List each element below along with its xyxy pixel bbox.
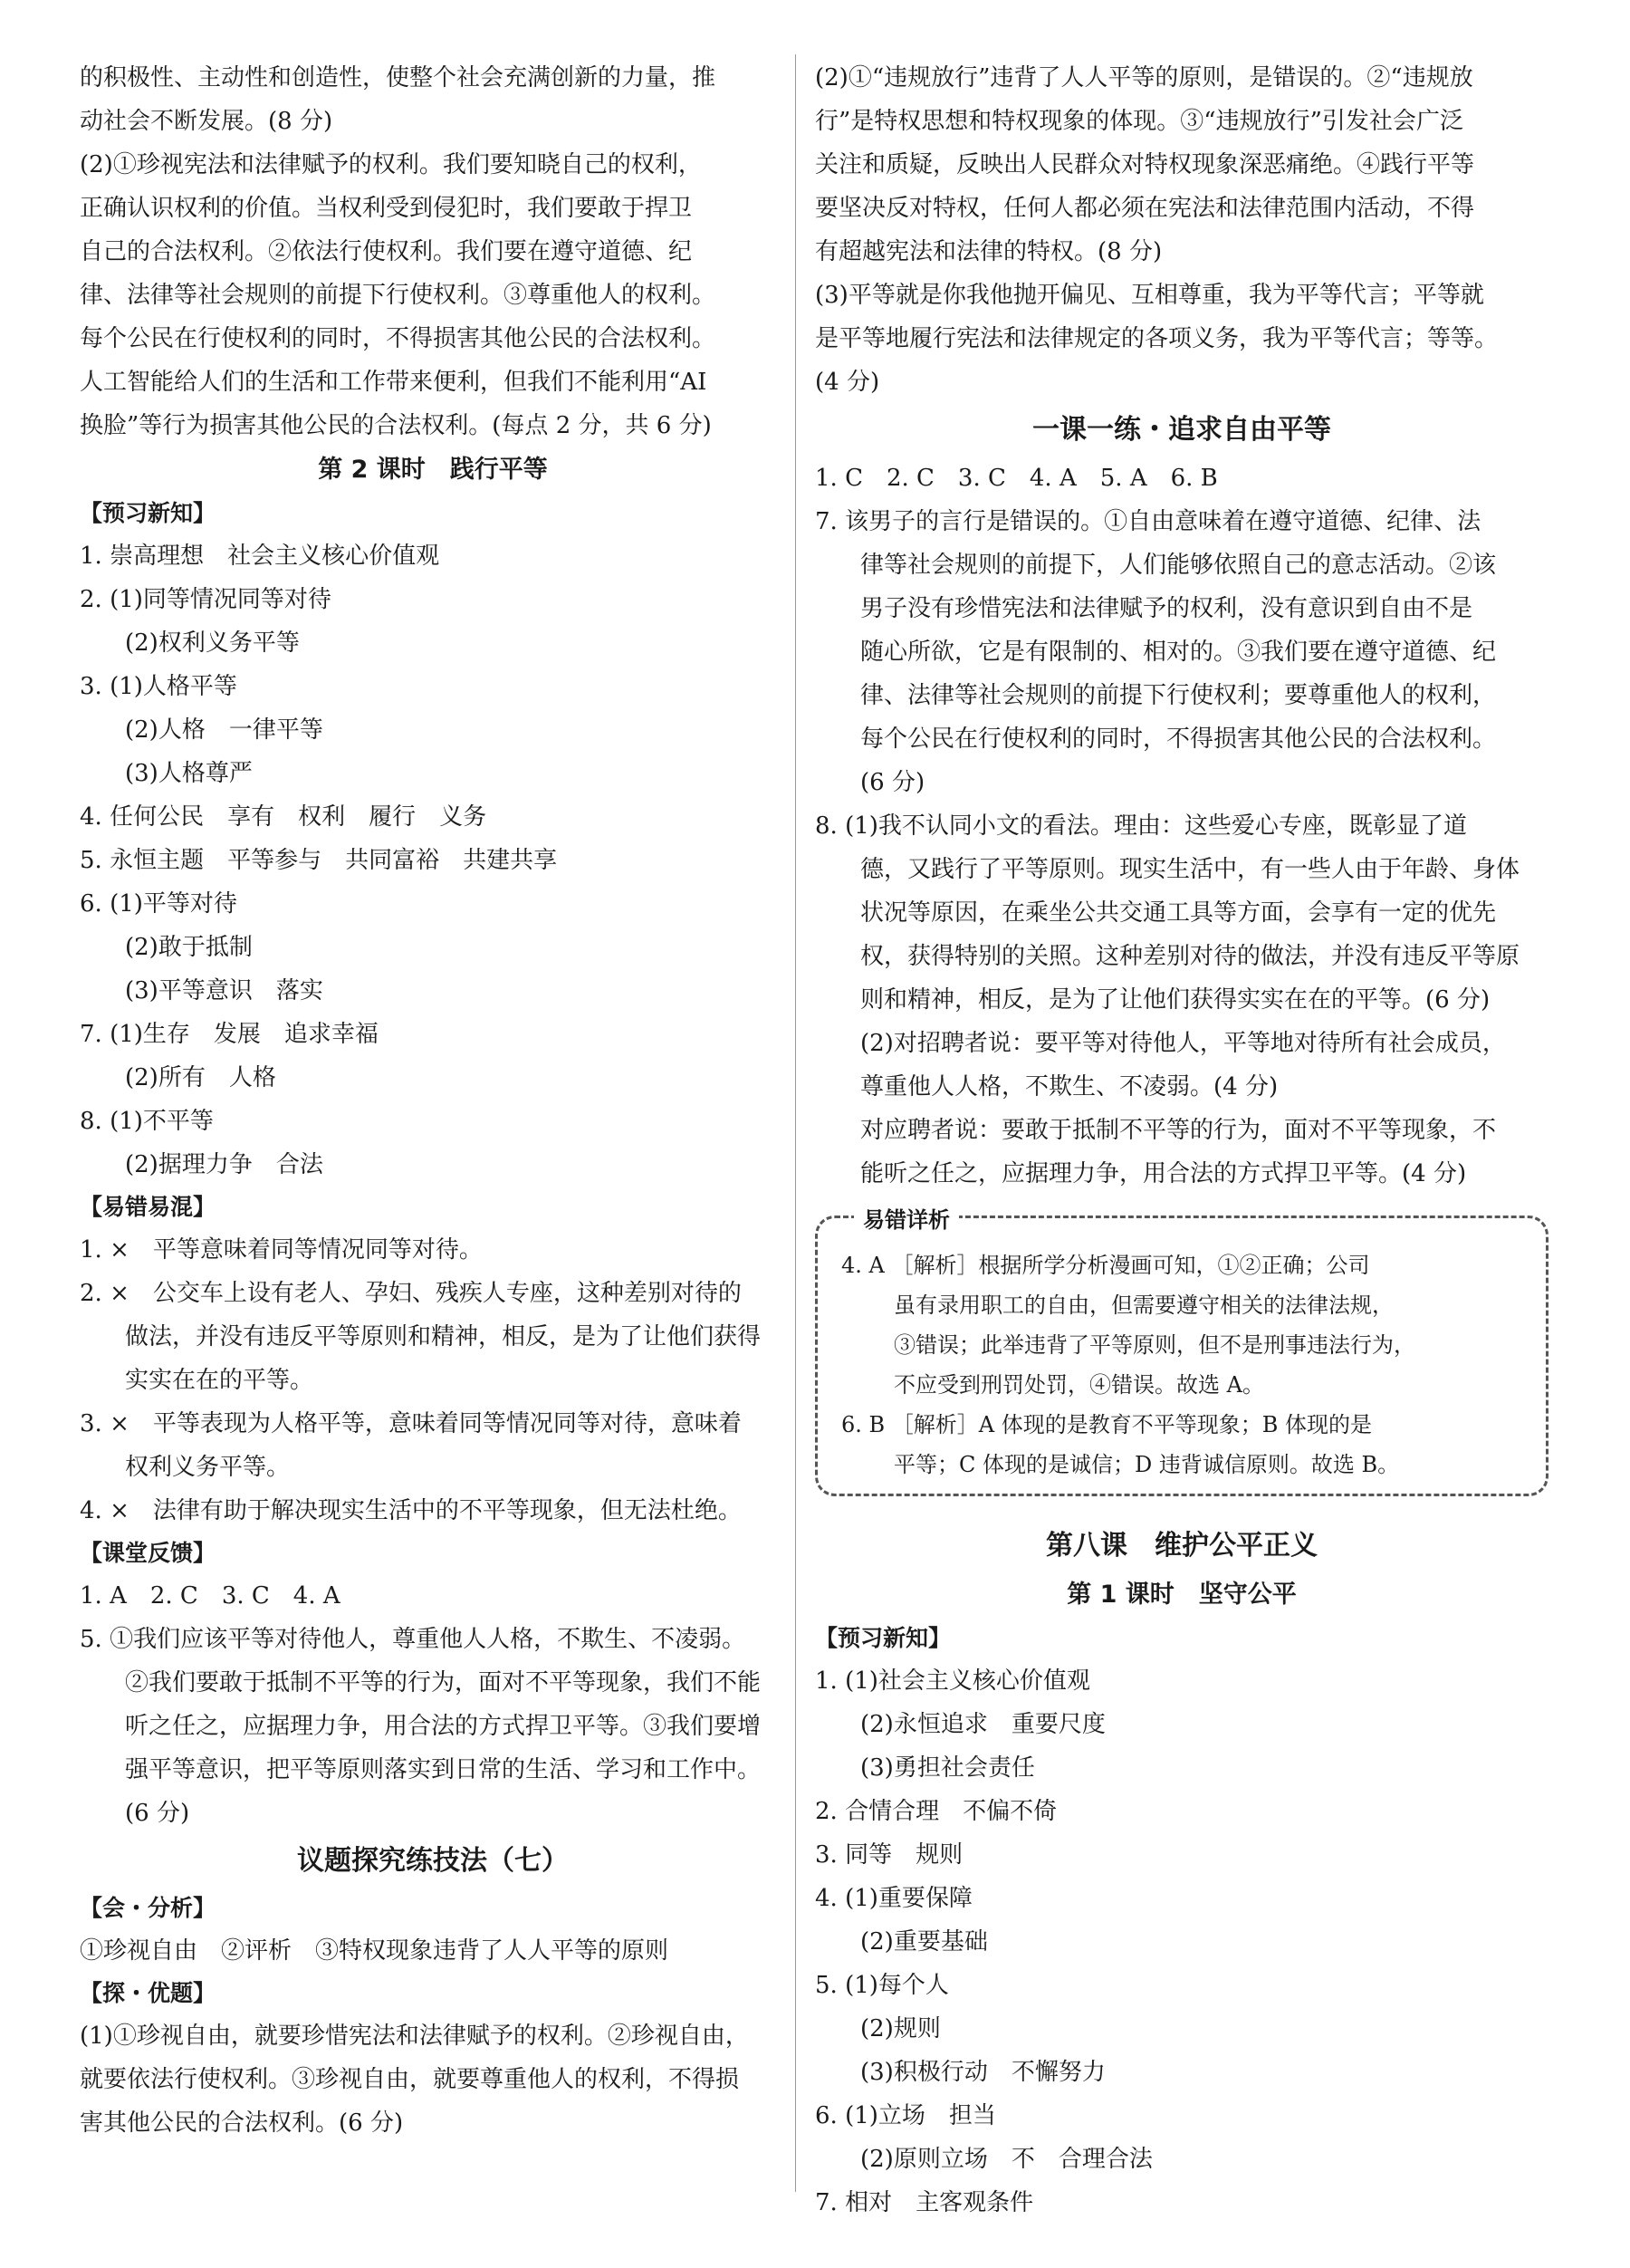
answer-line: 3. × 平等表现为人格平等，意味着同等情况同等对待，意味着 [80,1410,742,1437]
error-analysis-box [815,1207,1548,1496]
answer-line: 4. (1)重要保障 [815,1885,973,1912]
explore-answers [80,2014,786,2145]
preview-answers [80,534,786,1187]
topic-title: 议题探究练技法（七） [297,1845,569,1877]
chapter-title: 第八课 维护公平正义 [1046,1530,1318,1562]
answer-line: 实实在在的平等。 [125,1367,314,1394]
text-line: 害其他公民的合法权利。(6 分) [80,2109,404,2137]
text-line: 动社会不断发展。(8 分) [80,108,333,135]
text-line: (4 分) [815,369,880,396]
text-line: 换脸”等行为损害其他公民的合法权利。(每点 2 分，共 6 分) [80,412,712,439]
answer-line: 7. 相对 主客观条件 [815,2189,1034,2216]
right-top-text [815,56,1548,404]
answer-line: 平等；C 体现的是诚信；D 违背诚信原则。故选 B。 [894,1452,1400,1477]
answer-line: 4. A ［解析］根据所学分析漫画可知，①②正确；公司 [841,1253,1370,1278]
right-column [815,56,1548,2225]
explore-label: 【探・优题】 [80,1980,216,2006]
practice-answers [815,456,1548,1196]
answer-line: (3)人格尊严 [125,760,253,787]
preview-label: 【预习新知】 [80,500,216,526]
answer-line: (6 分) [860,769,925,796]
answer-line: 2. (1)同等情况同等对待 [80,586,331,613]
answer-line: (3)积极行动 不懈努力 [860,2059,1106,2086]
error-analysis-title: 易错详析 [854,1202,959,1234]
error-analysis-content [841,1245,1522,1485]
answer-line: 权，获得特别的关照。这种差别对待的做法，并没有违反平等原 [860,943,1520,970]
answer-line: 8. (1)不平等 [80,1108,214,1135]
text-line: 人工智能给人们的生活和工作带来便利，但我们不能利用“AI [80,369,707,396]
answer-line: 随心所欲，它是有限制的、相对的。③我们要在遵守道德、纪 [860,639,1497,666]
answer-line: (2)重要基础 [860,1928,988,1956]
answer-line: ②我们要敢于抵制不平等的行为，面对不平等现象，我们不能 [125,1669,762,1696]
answer-line: 8. (1)我不认同小文的看法。理由：这些爱心专座，既彰显了道 [815,812,1467,840]
answer-line: 德，又践行了平等原则。现实生活中，有一些人由于年龄、身体 [860,856,1520,883]
answer-line: 状况等原因，在乘坐公共交通工具等方面，会享有一定的优先 [860,899,1497,927]
answer-line: 做法，并没有违反平等原则和精神，相反，是为了让他们获得 [125,1323,762,1350]
answer-line: (2)据理力争 合法 [125,1151,323,1178]
text-line: (2)①珍视宪法和法律赋予的权利。我们要知晓自己的权利， [80,151,702,178]
text-line: 每个公民在行使权利的同时，不得损害其他公民的合法权利。 [80,325,716,352]
answer-line: 6. (1)立场 担当 [815,2102,996,2129]
column-divider [795,54,796,2192]
feedback-answers [80,1574,786,1835]
text-line: 要坚决反对特权，任何人都必须在宪法和法律范围内活动，不得 [815,195,1475,222]
text-line: 就要依法行使权利。③珍视自由，就要尊重他人的权利，不得损 [80,2066,740,2093]
answer-line: 4. 任何公民 享有 权利 履行 义务 [80,803,487,831]
preview-answers-right [815,1659,1548,2225]
answer-line: (2)永恒追求 重要尺度 [860,1711,1106,1738]
answer-line: 能听之任之，应据理力争，用合法的方式捍卫平等。(4 分) [860,1160,1467,1187]
answer-line: 不应受到刑罚处罚，④错误。故选 A。 [894,1372,1264,1398]
answer-line: 7. 该男子的言行是错误的。①自由意味着在遵守道德、纪律、法 [815,508,1481,535]
answer-line: (2)权利义务平等 [125,629,300,657]
text-line: 关注和质疑，反映出人民群众对特权现象深恶痛绝。④践行平等 [815,151,1475,178]
text-line: (3)平等就是你我他抛开偏见、互相尊重，我为平等代言；平等就 [815,282,1484,309]
text-line: 正确认识权利的价值。当权利受到侵犯时，我们要敢于捍卫 [80,195,693,222]
answer-line: 3. (1)人格平等 [80,673,237,700]
lesson2-title: 第 2 课时 践行平等 [318,456,548,484]
text-line: 是平等地履行宪法和法律规定的各项义务，我为平等代言；等等。 [815,325,1499,352]
answer-line: 5. (1)每个人 [815,1972,949,1999]
answer-line: (3)勇担社会责任 [860,1754,1035,1782]
text-line: 自己的合法权利。②依法行使权利。我们要在遵守道德、纪 [80,238,693,265]
answer-line: 5. 永恒主题 平等参与 共同富裕 共建共享 [80,847,558,874]
preview-label-right: 【预习新知】 [815,1625,952,1651]
answer-line: 2. × 公交车上设有老人、孕妇、残疾人专座，这种差别对待的 [80,1280,742,1307]
text-line: (1)①珍视自由，就要珍惜宪法和法律赋予的权利。②珍视自由， [80,2023,749,2050]
answer-line: 每个公民在行使权利的同时，不得损害其他公民的合法权利。 [860,726,1497,753]
answer-line: ③错误；此举违背了平等原则，但不是刑事违法行为， [894,1332,1415,1358]
answer-line: 1. 崇高理想 社会主义核心价值观 [80,543,440,570]
text-line: 律、法律等社会规则的前提下行使权利。③尊重他人的权利。 [80,282,716,309]
text-line: 的积极性、主动性和创造性，使整个社会充满创新的力量，推 [80,64,716,91]
mistake-label: 【易错易混】 [80,1194,216,1220]
answer-line: 律等社会规则的前提下，人们能够依照自己的意志活动。②该 [860,552,1497,579]
answer-line: 1. A 2. C 3. C 4. A [80,1582,340,1610]
text-line: (2)①“违规放行”违背了人人平等的原则，是错误的。②“违规放 [815,64,1473,91]
answer-line: 6. (1)平等对待 [80,890,237,918]
answer-line: 男子没有珍惜宪法和法律赋予的权利，没有意识到自由不是 [860,595,1473,622]
answer-line: 1. × 平等意味着同等情况同等对待。 [80,1236,483,1264]
answer-line: (2)敢于抵制 [125,934,253,961]
answer-line: 1. (1)社会主义核心价值观 [815,1667,1090,1695]
answer-line: 强平等意识，把平等原则落实到日常的生活、学习和工作中。 [125,1756,762,1783]
answer-line: 则和精神，相反，是为了让他们获得实实在在的平等。(6 分) [860,986,1491,1014]
answer-line: 律、法律等社会规则的前提下行使权利；要尊重他人的权利， [860,682,1497,709]
analysis-text: ①珍视自由 ②评析 ③特权现象违背了人人平等的原则 [80,1937,669,1965]
answer-line: (3)平等意识 落实 [125,977,323,1004]
lesson1-title: 第 1 课时 坚守公平 [1067,1581,1297,1609]
answer-line: 4. × 法律有助于解决现实生活中的不平等现象，但无法杜绝。 [80,1497,742,1524]
text-line: 有超越宪法和法律的特权。(8 分) [815,238,1163,265]
answer-line: (2)所有 人格 [125,1064,276,1091]
analysis-label: 【会・分析】 [80,1895,216,1921]
left-top-text [80,56,786,447]
answer-line: (2)人格 一律平等 [125,716,323,744]
answer-line: 6. B ［解析］A 体现的是教育不平等现象；B 体现的是 [841,1412,1373,1437]
answer-line: 虽有录用职工的自由，但需要遵守相关的法律法规， [894,1293,1394,1318]
answer-line: 7. (1)生存 发展 追求幸福 [80,1021,379,1048]
feedback-label: 【课堂反馈】 [80,1540,216,1566]
answer-line: 对应聘者说：要敢于抵制不平等的行为，面对不平等现象，不 [860,1117,1497,1144]
answer-line: (6 分) [125,1800,190,1827]
answer-line: (2)对招聘者说：要平等对待他人，平等地对待所有社会成员， [860,1030,1506,1057]
practice-title: 一课一练・追求自由平等 [1032,414,1331,446]
answer-line: 5. ①我们应该平等对待他人，尊重他人人格，不欺生、不凌弱。 [80,1626,746,1653]
left-column [80,56,786,2145]
answer-line: (2)规则 [860,2015,941,2042]
answer-line: 权利义务平等。 [125,1454,291,1481]
answer-line: (2)原则立场 不 合理合法 [860,2146,1153,2173]
mistake-answers [80,1228,786,1533]
answer-line: 尊重他人人格，不欺生、不凌弱。(4 分) [860,1073,1279,1100]
answer-line: 3. 同等 规则 [815,1841,964,1869]
answer-line: 2. 合情合理 不偏不倚 [815,1798,1058,1825]
answer-line: 1. C 2. C 3. C 4. A 5. A 6. B [815,465,1218,492]
text-line: 行”是特权思想和特权现象的体现。③“违规放行”引发社会广泛 [815,108,1463,135]
answer-line: 听之任之，应据理力争，用合法的方式捍卫平等。③我们要增 [125,1713,762,1740]
